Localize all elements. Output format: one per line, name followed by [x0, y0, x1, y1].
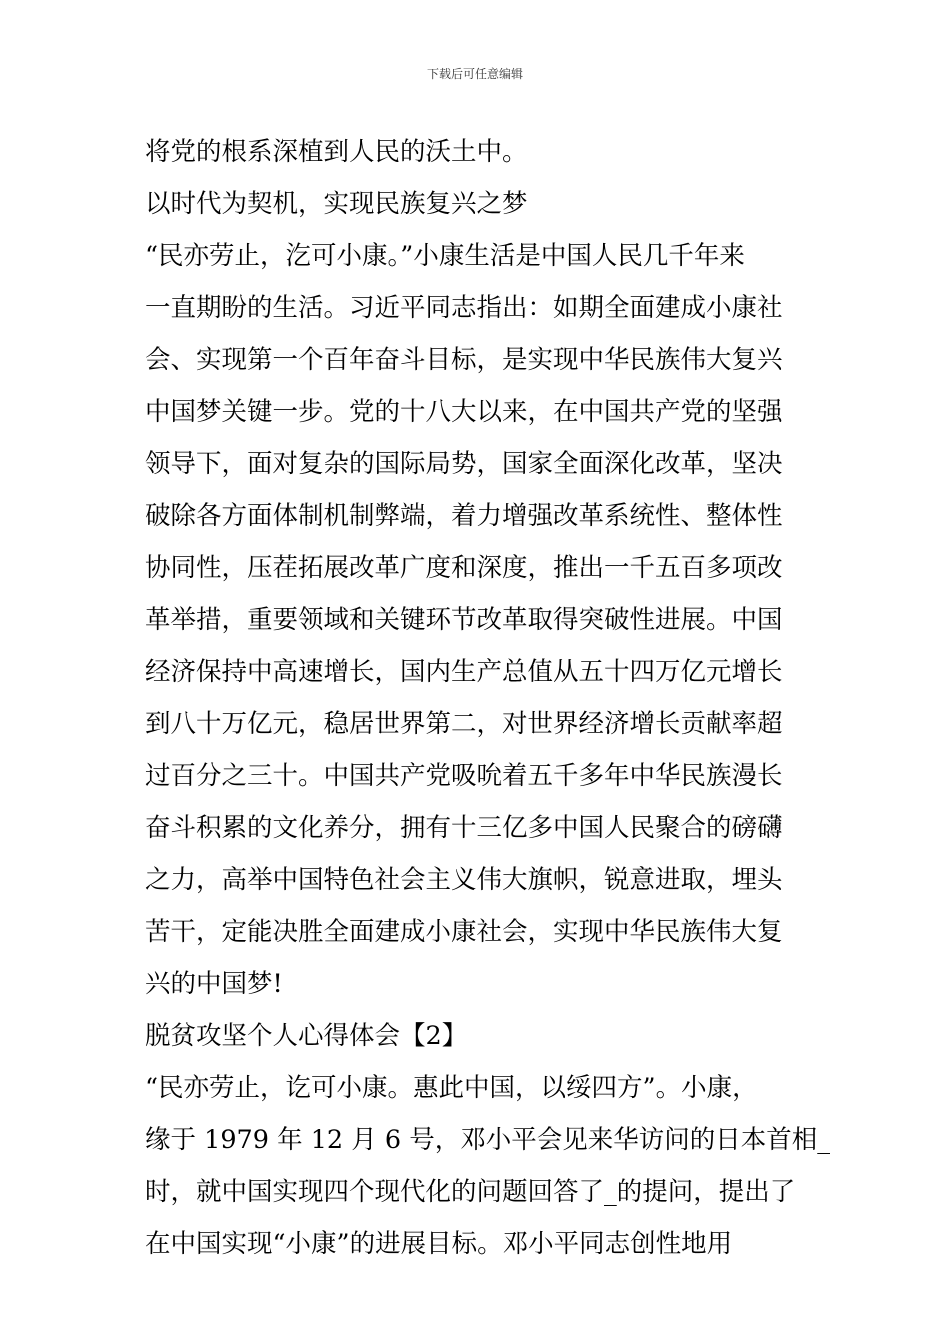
document-body — [145, 126, 830, 1270]
body-line: 过百分之三十。中国共产党吸吮着五千多年中华民族漫长 — [145, 761, 783, 791]
body-line: 在中国实现“小康”的进展目标。邓小平同志创性地用 — [145, 1229, 733, 1259]
body-line: 革举措，重要领域和关键环节改革取得突破性进展。中国 — [145, 605, 783, 635]
section-heading: 脱贫攻坚个人心得体会【2】 — [145, 1021, 468, 1051]
body-line: 一直期盼的生活。习近平同志指出：如期全面建成小康社 — [145, 293, 783, 323]
body-line: 缘于 1979 年 12 月 6 号，邓小平会见来华访问的日本首相_ — [145, 1125, 830, 1155]
page-header: 下载后可任意编辑 — [426, 67, 523, 81]
body-line: “民亦劳止，汔可小康。”小康生活是中国人民几千年来 — [145, 241, 745, 271]
body-line: 到八十万亿元，稳居世界第二，对世界经济增长贡献率超 — [145, 709, 783, 739]
body-line: 会、实现第一个百年奋斗目标，是实现中华民族伟大复兴 — [145, 345, 783, 375]
body-line: 协同性，压茬拓展改革广度和深度，推出一千五百多项改 — [145, 553, 783, 583]
body-line: 之力，高举中国特色社会主义伟大旗帜，锐意进取，埋头 — [145, 865, 783, 895]
section-heading: 以时代为契机，实现民族复兴之梦 — [145, 189, 528, 219]
body-line: 经济保持中高速增长，国内生产总值从五十四万亿元增长 — [145, 657, 783, 687]
body-line: 破除各方面体制机制弊端，着力增强改革系统性、整体性 — [145, 501, 783, 531]
body-line: 苦干，定能决胜全面建成小康社会，实现中华民族伟大复 — [145, 917, 783, 947]
body-line: 领导下，面对复杂的国际局势，国家全面深化改革，坚决 — [145, 449, 783, 479]
body-line: 时，就中国实现四个现代化的问题回答了_的提问，提出了 — [145, 1177, 796, 1207]
body-line: 中国梦关键一步。党的十八大以来，在中国共产党的坚强 — [145, 397, 783, 427]
body-line: 将党的根系深植到人民的沃土中。 — [145, 137, 528, 167]
body-line: 兴的中国梦! — [145, 969, 283, 999]
body-line: 奋斗积累的文化养分，拥有十三亿多中国人民聚合的磅礴 — [145, 813, 783, 843]
body-line: “民亦劳止，讫可小康。惠此中国，以绥四方”。小康， — [145, 1073, 758, 1103]
